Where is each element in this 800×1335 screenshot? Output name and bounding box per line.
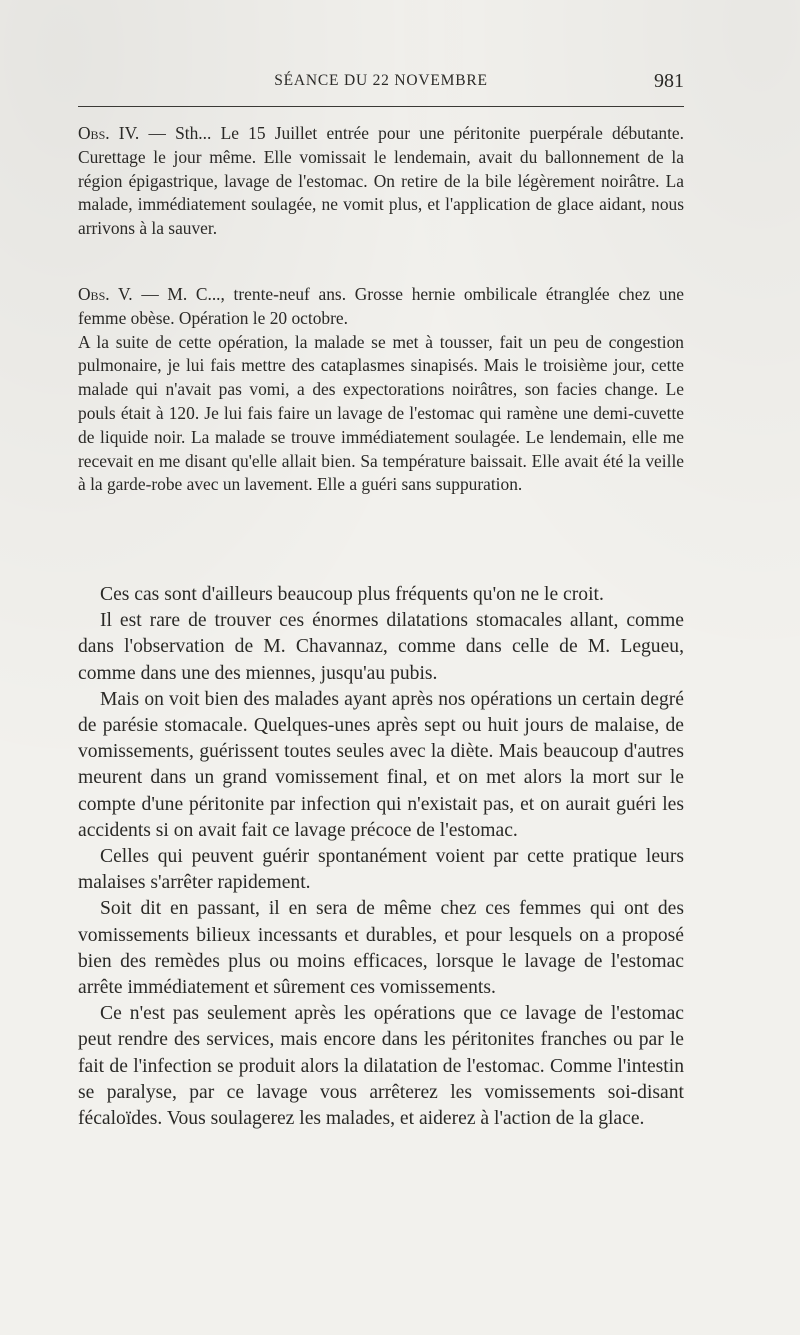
paragraph: Il est rare de trouver ces énormes dilatations stomacales allant, comme dans l'observation de M. Chavannaz, comme dans celle de M. Legueu, comme dans une des miennes, jusqu'au pubis. (78, 610, 684, 684)
observation-4 (78, 122, 684, 241)
observation-4-paragraph (78, 122, 684, 241)
observation-5-label: Obs. V. (78, 284, 133, 304)
observation-5-intro: — M. C..., trente-neuf ans. Grosse hernie ombilicale étranglée chez une femme obèse. Opération le 20 octobre. (78, 284, 684, 328)
observation-4-text: — Sth... Le 15 Juillet entrée pour une péritonite puerpérale débutante. Curettage le jour même. Elle vomissait le lendemain, avait du ballonnement de la région épigastrique, lavage de l'estomac. On retire de la bile légèrement noirâtre. La malade, immédiatement soulagée, ne vomit plus, et l'application de glace aidant, nous arrivons à la sauver. (78, 123, 685, 239)
observation-5 (78, 283, 684, 497)
header-rule (78, 106, 684, 107)
observation-5-text: A la suite de cette opération, la malade se met à tousser, fait un peu de congestion pulmonaire, je lui fais mettre des cataplasmes sinapisés. Mais le troisième jour, cette malade qui n'avait pas vomi, a des expectorations noirâtres, son facies change. Le pouls était à 120. Je lui fais faire un lavage de l'estomac qui ramène une demi-cuvette de liquide noir. La malade se trouve immédiatement soulagée. Le lendemain, elle me recevait en me disant qu'elle allait bien. Sa température baissait. Elle avait été la veille à la garde-robe avec un lavement. Elle a guéri sans suppuration. (78, 331, 684, 495)
observation-5-intro-paragraph (78, 283, 684, 331)
paragraph: Celles qui peuvent guérir spontanément voient par cette pratique leurs malaises s'arrêter rapidement. (78, 846, 684, 894)
paragraph: Mais on voit bien des malades ayant après nos opérations un certain degré de parésie stomacale. Quelques-unes après sept ou huit jours de malaise, de vomissements, guérissent toutes seules avec la diète. Mais beaucoup d'autres meurent dans un grand vomissement final, et on met alors la mort sur le compte d'une péritonite par infection qui n'existait pas, et on aurait guéri les accidents si on avait fait ce lavage précoce de l'estomac. (78, 688, 684, 841)
running-title: SÉANCE DU 22 NOVEMBRE (274, 72, 488, 89)
main-text (78, 582, 684, 1132)
observation-4-label: Obs. IV. (78, 123, 140, 143)
paragraph: Ces cas sont d'ailleurs beaucoup plus fréquents qu'on ne le croit. (100, 584, 604, 605)
paragraph: Soit dit en passant, il en sera de même chez ces femmes qui ont des vomissements bilieux incessants et durables, et pour lesquels on a proposé bien des remèdes plus ou moins efficaces, lorsque le lavage de l'estomac arrête immédiatement et sûrement ces vomissements. (78, 898, 684, 999)
page-header (78, 70, 684, 98)
paragraph: Ce n'est pas seulement après les opérations que ce lavage de l'estomac peut rendre des services, mais encore dans les péritonites franches ou par le fait de l'infection se produit alors la dilatation de l'estomac. Comme l'intestin se paralyse, par ce lavage vous arrêterez les vomissements soi-disant fécaloïdes. Vous soulagerez les malades, et aiderez à l'action de la glace. (78, 1003, 684, 1130)
page-number: 981 (654, 70, 684, 92)
